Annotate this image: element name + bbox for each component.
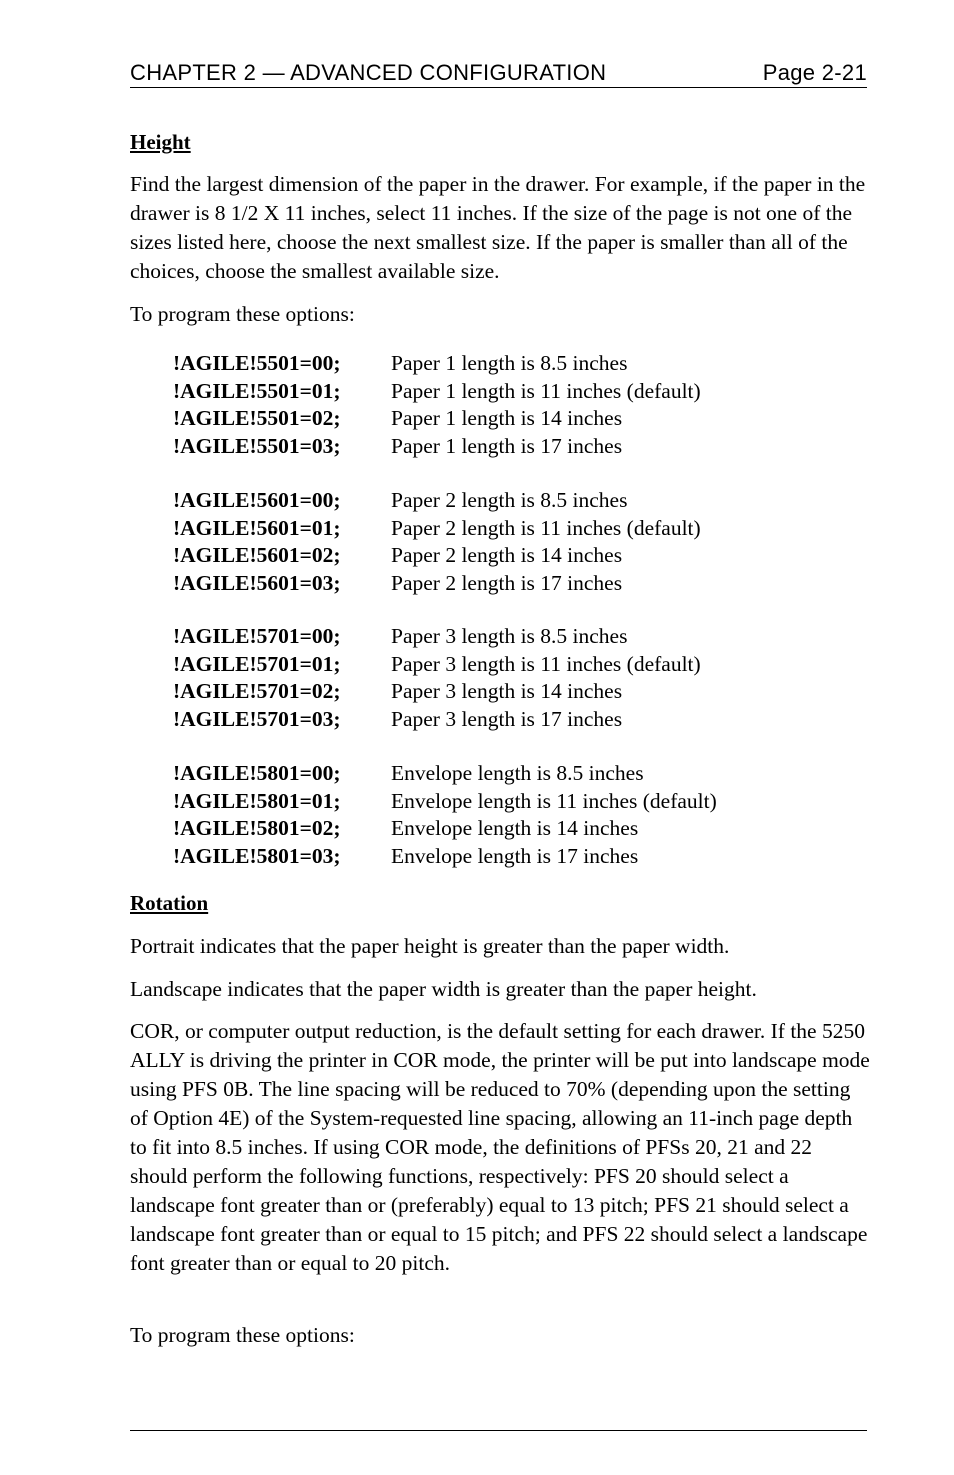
command-description: Paper 1 length is 17 inches xyxy=(391,434,623,459)
command-description: Envelope length is 14 inches xyxy=(391,816,639,841)
envelope-command-list xyxy=(173,760,873,871)
command-description: Paper 3 length is 11 inches (default) xyxy=(391,651,701,676)
command-description: Envelope length is 8.5 inches xyxy=(391,761,644,785)
rotation-program-label: To program these options: xyxy=(130,1323,355,1347)
chapter-title: CHAPTER 2 — ADVANCED CONFIGURATION xyxy=(130,60,607,85)
page-header xyxy=(130,58,867,88)
command-code: !AGILE!5801=00; xyxy=(173,761,341,785)
command-description: Paper 2 length is 11 inches (default) xyxy=(391,515,701,540)
command-description: Paper 2 length is 17 inches xyxy=(391,571,623,596)
paper2-command-list xyxy=(173,487,873,598)
command-row xyxy=(173,570,873,598)
command-description: Paper 3 length is 8.5 inches xyxy=(391,624,628,648)
command-row xyxy=(173,623,873,651)
command-code: !AGILE!5601=01; xyxy=(173,515,341,540)
command-row xyxy=(173,542,873,570)
command-description: Envelope length is 17 inches xyxy=(391,844,639,869)
command-row xyxy=(173,350,873,378)
landscape-paragraph: Landscape indicates that the paper width is greater than the paper height. xyxy=(130,977,757,1001)
command-row xyxy=(173,487,873,515)
command-row xyxy=(173,433,873,461)
cor-paragraph: COR, or computer output reduction, is the default setting for each drawer. If the 5250 ALLY is driving the printer in COR mode, the printer will be put into landscape mode using PFS 0B. The line spacing will be reduced to 70% (depending upon the setting of Option 4E) of the System-requested line spacing, allowing an 11-inch page depth to fit into 8.5 inches. If using COR mode, the definitions of PFSs 20, 21 and 22 should perform the following functions, respectively: PFS 20 should select a landscape font greater than or (preferably) equal to 13 pitch; PFS 21 should select a landscape font greater than or equal to 15 pitch; and PFS 22 should select a landscape font greater than or equal to 20 pitch. xyxy=(130,1019,870,1275)
command-description: Paper 1 length is 8.5 inches xyxy=(391,351,628,375)
command-description: Paper 1 length is 11 inches (default) xyxy=(391,378,701,403)
paper3-command-list xyxy=(173,623,873,734)
command-code: !AGILE!5701=01; xyxy=(173,651,341,676)
height-intro-paragraph: Find the largest dimension of the paper in the drawer. For example, if the paper in the drawer is 8 1/2 X 11 inches, select 11 inches. If the size of the page is not one of the sizes listed here, choose the next smallest size. If the paper is smaller than all of the choices, choose the smallest available size. xyxy=(130,172,866,283)
command-code: !AGILE!5701=00; xyxy=(173,624,341,648)
command-code: !AGILE!5601=00; xyxy=(173,488,341,512)
command-row xyxy=(173,760,873,788)
command-description: Paper 3 length is 14 inches xyxy=(391,679,623,704)
command-code: !AGILE!5801=01; xyxy=(173,788,341,813)
command-code: !AGILE!5601=03; xyxy=(173,571,341,596)
command-description: Paper 1 length is 14 inches xyxy=(391,406,623,431)
command-row xyxy=(173,815,873,843)
command-code: !AGILE!5501=02; xyxy=(173,406,341,431)
paper1-command-list xyxy=(173,350,873,461)
command-row xyxy=(173,678,873,706)
command-row xyxy=(173,843,873,871)
height-heading: Height xyxy=(130,130,191,154)
command-row xyxy=(173,405,873,433)
command-description: Paper 3 length is 17 inches xyxy=(391,707,623,732)
command-code: !AGILE!5501=00; xyxy=(173,351,341,375)
footer-rule xyxy=(130,1430,867,1431)
portrait-paragraph: Portrait indicates that the paper height is greater than the paper width. xyxy=(130,934,730,958)
command-row xyxy=(173,515,873,543)
command-row xyxy=(173,651,873,679)
command-code: !AGILE!5801=03; xyxy=(173,844,341,869)
height-program-label: To program these options: xyxy=(130,302,355,326)
command-description: Envelope length is 11 inches (default) xyxy=(391,788,717,813)
command-description: Paper 2 length is 14 inches xyxy=(391,543,623,568)
rotation-heading: Rotation xyxy=(130,891,209,915)
command-description: Paper 2 length is 8.5 inches xyxy=(391,488,628,512)
command-code: !AGILE!5701=02; xyxy=(173,679,341,704)
command-row xyxy=(173,706,873,734)
command-code: !AGILE!5801=02; xyxy=(173,816,341,841)
command-row xyxy=(173,788,873,816)
command-row xyxy=(173,378,873,406)
command-code: !AGILE!5601=02; xyxy=(173,543,341,568)
command-code: !AGILE!5501=03; xyxy=(173,434,341,459)
page-number: Page 2-21 xyxy=(762,60,867,85)
command-code: !AGILE!5501=01; xyxy=(173,378,341,403)
command-code: !AGILE!5701=03; xyxy=(173,707,341,732)
